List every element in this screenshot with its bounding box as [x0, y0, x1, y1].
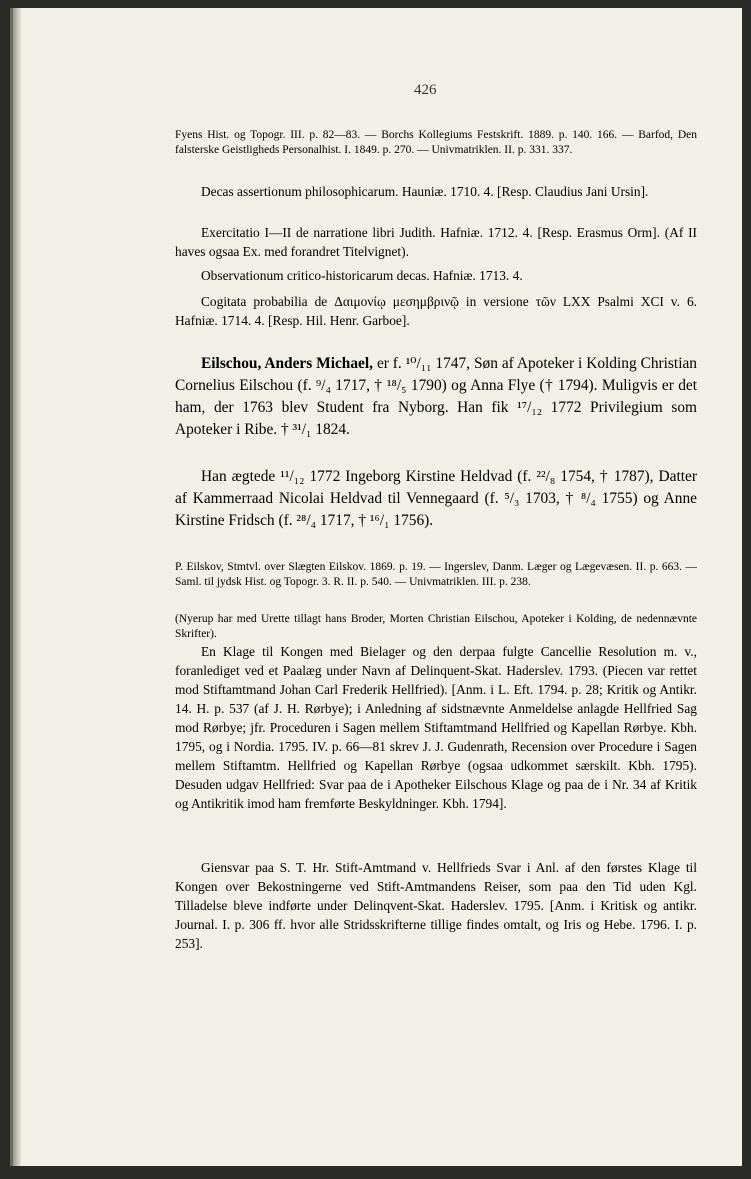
- entry-note: (Nyerup har med Urette tillagt hans Broder, Morten Christian Eilschou, Apoteker i Kolding, de nedennævnte Skrifter).: [175, 613, 697, 641]
- entry-bio-1-text: er f. ¹⁰/₁₁ 1747, Søn af Apoteker i Kolding Christian Cornelius Eilschou (f. ⁹/₄ 1717, † ¹⁸/₅ 1790) og Anna Flye († 1794). Muligvis er det ham, der 1763 blev Student fra Nyborg. Han fik ¹⁷/₁₂ 1772 Privilegium som Apoteker i Ribe. † ³¹/₁ 1824.: [175, 355, 697, 438]
- references-top: Fyens Hist. og Topogr. III. p. 82—83. — Borchs Kollegiums Festskrift. 1889. p. 140. 166. — Barfod, Den falsterske Geistligheds Personalhist. I. 1849. p. 270. — Univmatriklen. II. p. 331. 337.: [175, 129, 697, 157]
- work-item-2: Exercitatio I—II de narratione libri Judith. Hafniæ. 1712. 4. [Resp. Erasmus Orm]. (Af II haves ogsaa Ex. med forandret Titelvignet).: [175, 225, 697, 259]
- work-item-4: Cogitata probabilia de Δαιμονίῳ μεσημβρινῷ in versione τῶν LXX Psalmi XCI v. 6. Hafniæ. 1714. 4. [Resp. Hil. Henr. Garboe].: [175, 294, 697, 328]
- page-edge-shadow: [13, 8, 21, 1166]
- work-item-3: Observationum critico-historicarum decas. Hafniæ. 1713. 4.: [201, 268, 523, 283]
- entry-references: P. Eilskov, Stmtvl. over Slægten Eilskov. 1869. p. 19. — Ingerslev, Danm. Læger og Lægevæsen. II. p. 663. — Saml. til jydsk Hist. og Topogr. 3. R. II. p. 540. — Univmatriklen. III. p. 238.: [175, 561, 697, 589]
- entry-work-2: Giensvar paa S. T. Hr. Stift-Amtmand v. Hellfrieds Svar i Anl. af den førstes Klage til Kongen over Bekostningerne ved Stift-Amtmandens Reiser, som paa den Tid uden Kgl. Tilladelse bleve indførte under Delinqvent-Skat. Haderslev. 1795. [Anm. i Kritisk og antikr. Journal. I. p. 306 ff. hvor alle Stridsskrifterne tillige findes omtalt, og Iris og Hebe. 1796. I. p. 253].: [175, 860, 697, 951]
- entry-name: Eilschou, Anders Michael,: [201, 355, 374, 372]
- work-item-1: Decas assertionum philosophicarum. Hauniæ. 1710. 4. [Resp. Claudius Jani Ursin].: [201, 184, 649, 199]
- page-number: 426: [414, 82, 437, 98]
- entry-bio-2: Han ægtede ¹¹/₁₂ 1772 Ingeborg Kirstine Heldvad (f. ²²/₈ 1754, † 1787), Datter af Kammerraad Nicolai Heldvad til Vennegaard (f. ⁵/₃ 1703, † ⁸/₄ 1755) og Anne Kirstine Fridsch (f. ²⁸/₄ 1717, † ¹⁶/₁ 1756).: [175, 468, 697, 529]
- entry-work-1: En Klage til Kongen med Bielager og den derpaa fulgte Cancellie Resolution m. v., foranlediget ved et Paalæg under Navn af Delinquent-Skat. Haderslev. 1793. (Piecen var rettet mod Stiftamtmand Johan Carl Frederik Hellfried). [Anm. i L. Eft. 1794. p. 28; Kritik og Antikr. 14. H. p. 537 (af J. H. Rørbye); i Anledning af sidstnævnte Anmeldelse anlagde Hellfried Sag mod Rørbye; jfr. Proceduren i Sagen mellem Stiftamtmand Hellfried og Kapellan Rørbye. Kbh. 1795, og i Nordia. 1795. IV. p. 66—81 skrev J. J. Gudenrath, Recension over Procedure i Sagen mellem Stiftamtm. Hellfried og Kapellan Rørbye (ogsaa udkommet særskilt. Kbh. 1795). Desuden udgav Hellfried: Svar paa de i Apotheker Eilschous Klage og paa de i Nr. 34 af Kritik og Antikritik imod ham fremførte Beskyldninger. Kbh. 1794].: [175, 644, 697, 811]
- entry-bio-1: [175, 353, 697, 441]
